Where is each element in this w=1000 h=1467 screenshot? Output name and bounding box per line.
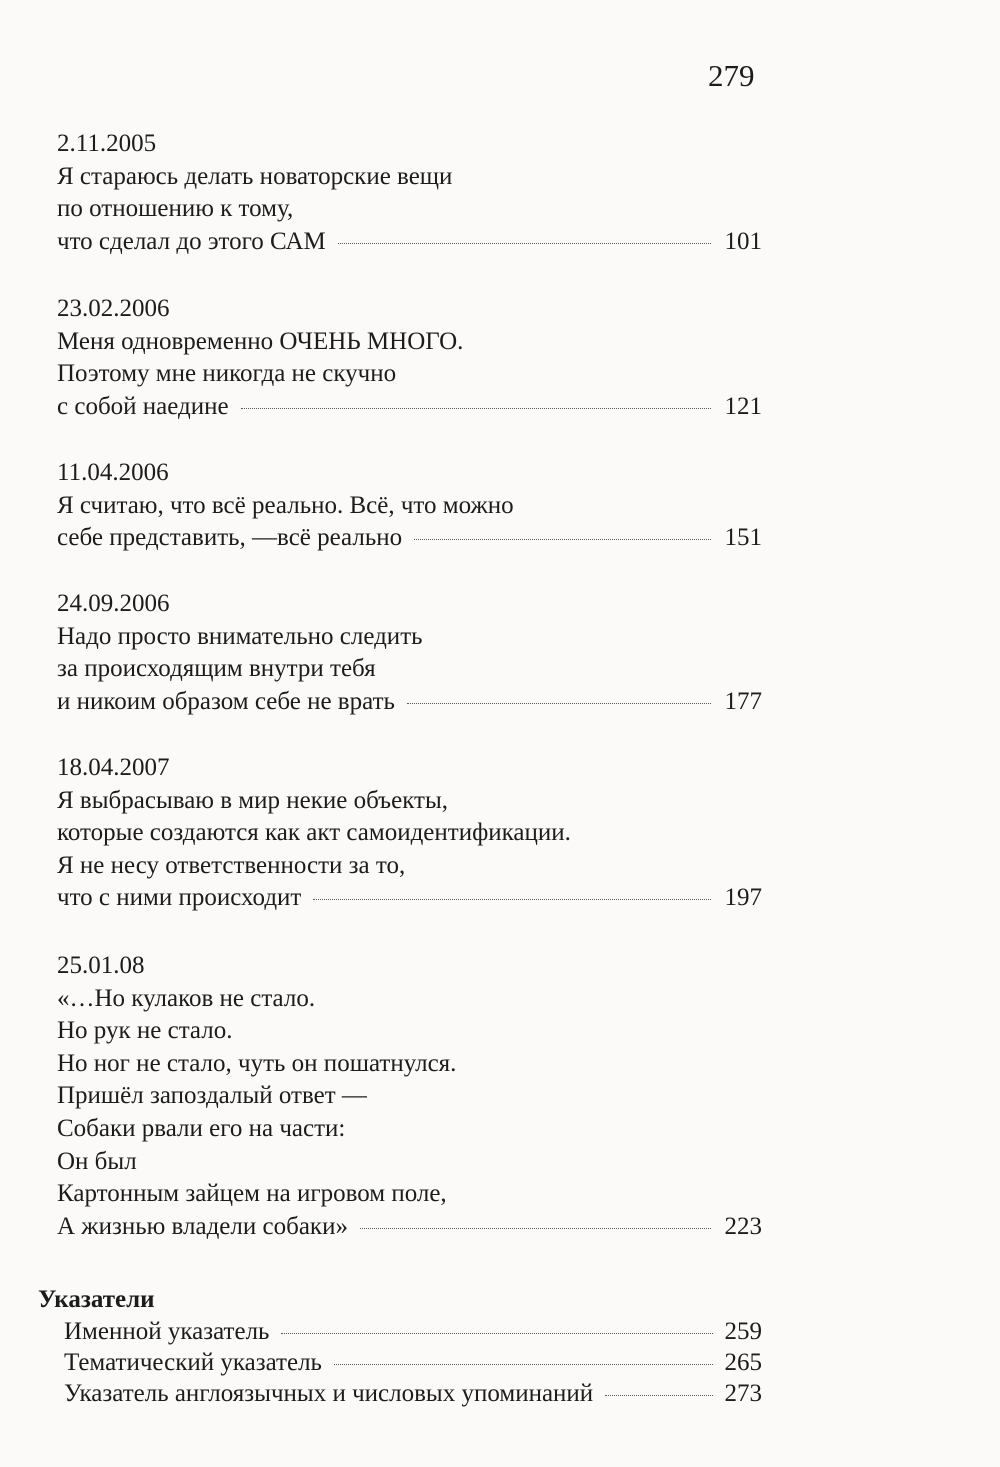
entry-date: 18.04.2007: [57, 754, 170, 781]
index-entry[interactable]: [64, 1378, 762, 1410]
entry-line: Пришёл запоздалый ответ —: [57, 1082, 367, 1110]
entry-line: А жизнью владели собаки»: [57, 1212, 348, 1240]
entry-line: которые создаются как акт самоидентификации.: [57, 819, 571, 847]
entry-line: Меня одновременно ОЧЕНЬ МНОГО.: [57, 327, 464, 355]
index-entry-label: Именной указатель: [64, 1318, 270, 1345]
entry-date: 2.11.2005: [57, 130, 157, 157]
entry-line: Собаки рвали его на части:: [57, 1114, 346, 1142]
entry-last-line[interactable]: [57, 1211, 762, 1244]
entry-last-line[interactable]: [57, 522, 762, 555]
entry-last-line[interactable]: [57, 882, 762, 915]
toc-entry: [57, 457, 762, 555]
dot-leader: [334, 1364, 713, 1365]
toc-entry: [57, 588, 762, 718]
entry-line: по отношению к тому,: [57, 195, 294, 223]
entry-page-number: 197: [724, 884, 762, 912]
section-heading: Указатели: [38, 1286, 155, 1313]
entry-date: 23.02.2006: [57, 295, 170, 322]
dot-leader: [338, 243, 711, 244]
toc-entry: [57, 950, 762, 1243]
index-entry-page: 259: [724, 1318, 762, 1345]
index-entry-label: Указатель англоязычных и числовых упоминаний: [64, 1380, 594, 1407]
entry-page-number: 121: [724, 392, 762, 420]
entry-line: Поэтому мне никогда не скучно: [57, 360, 397, 388]
dot-leader: [241, 408, 711, 409]
entry-line: Надо просто внимательно следить: [57, 622, 423, 650]
toc-entry: [57, 293, 762, 423]
entry-line: Я выбрасываю в мир некие объекты,: [57, 786, 448, 814]
entry-line: Картонным зайцем на игровом поле,: [57, 1180, 447, 1208]
toc-entry: [57, 752, 762, 915]
entry-line: что с ними происходит: [57, 884, 302, 912]
entry-line: Я не несу ответственности за то,: [57, 851, 406, 879]
entry-line: Я стараюсь делать новаторские вещи: [57, 162, 453, 190]
entry-line: Но ног не стало, чуть он пошатнулся.: [57, 1049, 457, 1077]
dot-leader: [414, 539, 710, 540]
entry-line: Но рук не стало.: [57, 1017, 233, 1045]
dot-leader: [313, 899, 710, 900]
entry-line: Он был: [57, 1147, 137, 1175]
entry-last-line[interactable]: [57, 686, 762, 719]
index-entry-label: Тематический указатель: [64, 1349, 322, 1376]
entry-last-line[interactable]: [57, 226, 762, 259]
toc-entry: [57, 128, 762, 258]
dot-leader: [360, 1228, 711, 1229]
dot-leader: [281, 1333, 712, 1334]
index-entry[interactable]: [64, 1347, 762, 1379]
entry-line: себе представить, —всё реально: [57, 524, 403, 552]
entry-line: и никоим образом себе не врать: [57, 687, 395, 715]
entry-line: Я считаю, что всё реально. Всё, что можно: [57, 491, 514, 519]
entry-page-number: 223: [724, 1212, 762, 1240]
index-entry-page: 273: [724, 1380, 762, 1407]
page-number: 279: [708, 58, 755, 93]
entry-date: 25.01.08: [57, 952, 145, 979]
index-entry-page: 265: [724, 1349, 762, 1376]
entry-page-number: 151: [724, 524, 762, 552]
entry-line: что сделал до этого САМ: [57, 227, 326, 255]
dot-leader: [605, 1395, 712, 1396]
entry-line: за происходящим внутри тебя: [57, 655, 376, 683]
entry-line: с собой наедине: [57, 392, 229, 420]
entry-line: «…Но кулаков не стало.: [57, 984, 316, 1012]
entry-last-line[interactable]: [57, 391, 762, 424]
entry-page-number: 101: [724, 227, 762, 255]
dot-leader: [407, 703, 711, 704]
entry-date: 24.09.2006: [57, 590, 170, 617]
index-entry[interactable]: [64, 1316, 762, 1348]
entry-page-number: 177: [724, 687, 762, 715]
entry-date: 11.04.2006: [57, 459, 169, 486]
